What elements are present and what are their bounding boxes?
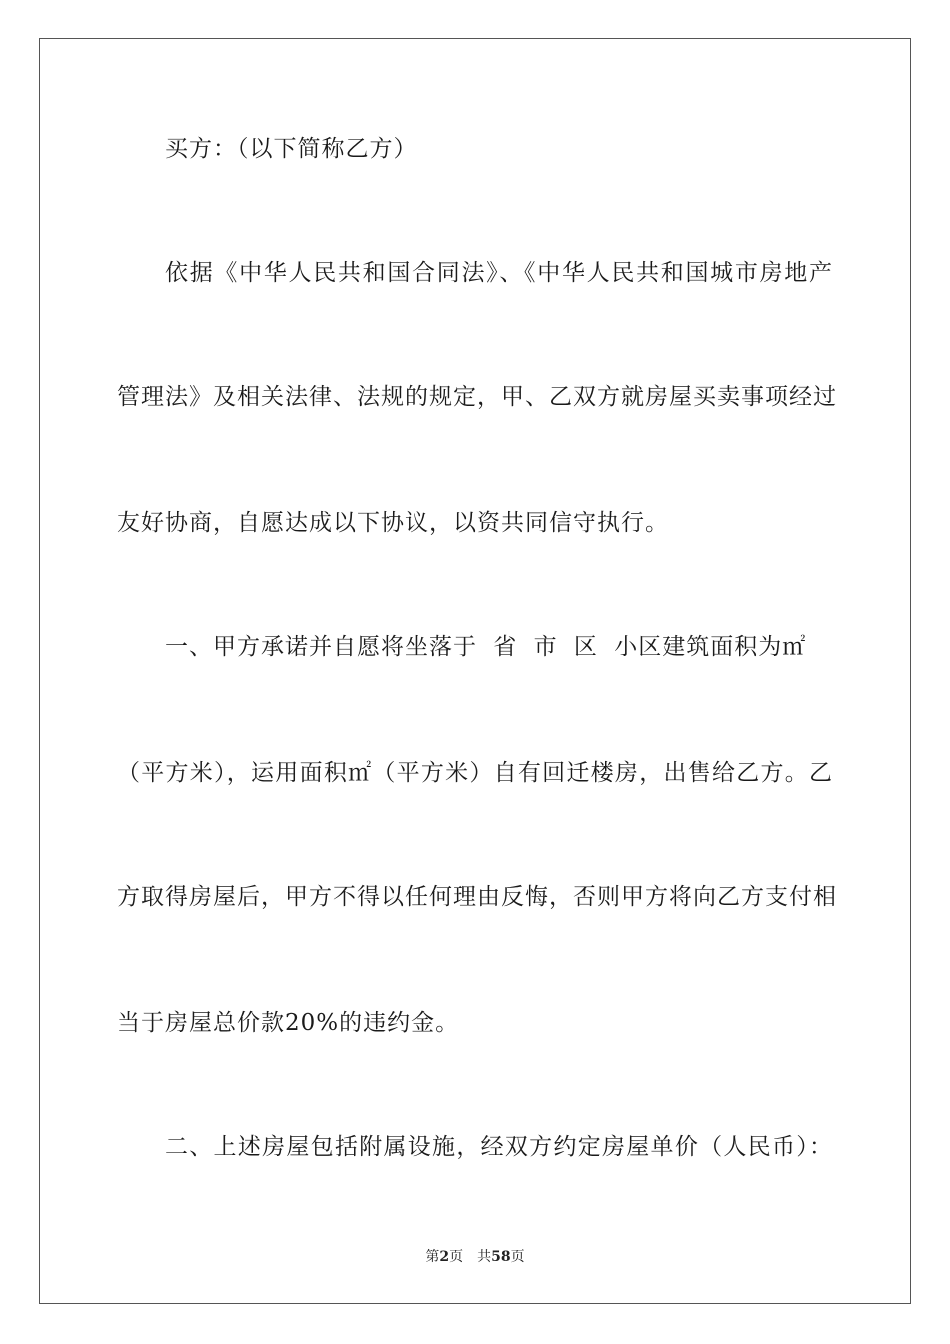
clause-one-line-1: 一、甲方承诺并自愿将坐落于 省 市 区 小区建筑面积为㎡ [165, 634, 807, 660]
total-prefix: 共 [477, 1249, 492, 1265]
page-number: 2 [439, 1249, 450, 1265]
buyer-line: 买方：（以下简称乙方） [165, 136, 418, 162]
page-suffix: 页 [449, 1249, 464, 1265]
clause-two-line-1: 二、上述房屋包括附属设施，经双方约定房屋单价（人民币）： [165, 1134, 833, 1160]
clause-one-line-3: 方取得房屋后，甲方不得以任何理由反悔，否则甲方将向乙方支付相 [117, 884, 837, 910]
paragraph-intro-line-1: 依据《中华人民共和国合同法》、《中华人民共和国城市房地产 [165, 260, 833, 286]
total-suffix: 页 [510, 1249, 525, 1265]
clause-one-line-2: （平方米），运用面积㎡（平方米）自有回迁楼房，出售给乙方。乙 [117, 760, 833, 786]
page-border [39, 38, 911, 1304]
paragraph-intro-line-2: 管理法》及相关法律、法规的规定，甲、乙双方就房屋买卖事项经过 [117, 384, 837, 410]
page-footer [0, 1248, 950, 1266]
clause-one-line-4: 当于房屋总价款20%的违约金。 [117, 1010, 460, 1036]
paragraph-intro-line-3: 友好协商，自愿达成以下协议，以资共同信守执行。 [117, 510, 669, 536]
total-pages: 58 [491, 1249, 511, 1265]
page-prefix: 第 [425, 1249, 440, 1265]
